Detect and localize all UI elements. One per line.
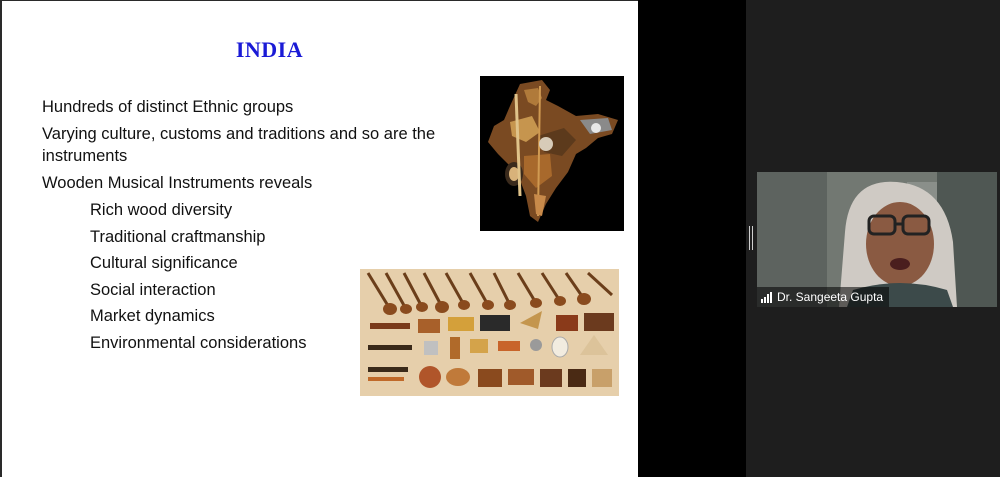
sub-bullet-item: Social interaction <box>90 280 216 299</box>
sub-bullet-item: Market dynamics <box>90 307 215 325</box>
participant-name-tag <box>757 287 889 307</box>
sub-bullet-item: Cultural significance <box>90 254 238 272</box>
sub-bullet-item: Environmental considerations <box>90 333 307 352</box>
panel-resize-handle[interactable] <box>749 226 752 250</box>
slide-title: INDIA <box>235 37 304 62</box>
bullet-item: Varying culture, customs and traditions and so are the instruments <box>42 125 436 165</box>
sub-bullet-item: Rich wood diversity <box>90 201 233 219</box>
participant-name: Dr. Sangeeta Gupta <box>777 290 884 304</box>
signal-strength-icon <box>761 292 772 303</box>
sub-bullet-item: Traditional craftmanship <box>90 227 266 246</box>
bullet-item: Wooden Musical Instruments reveals <box>42 174 313 192</box>
screen-share-margin <box>638 0 746 477</box>
participant-video-tile[interactable] <box>757 172 997 307</box>
musical-instruments-collage-image <box>360 269 619 396</box>
bullet-item: Hundreds of distinct Ethnic groups <box>42 98 294 116</box>
india-instrument-map-image <box>480 76 624 231</box>
